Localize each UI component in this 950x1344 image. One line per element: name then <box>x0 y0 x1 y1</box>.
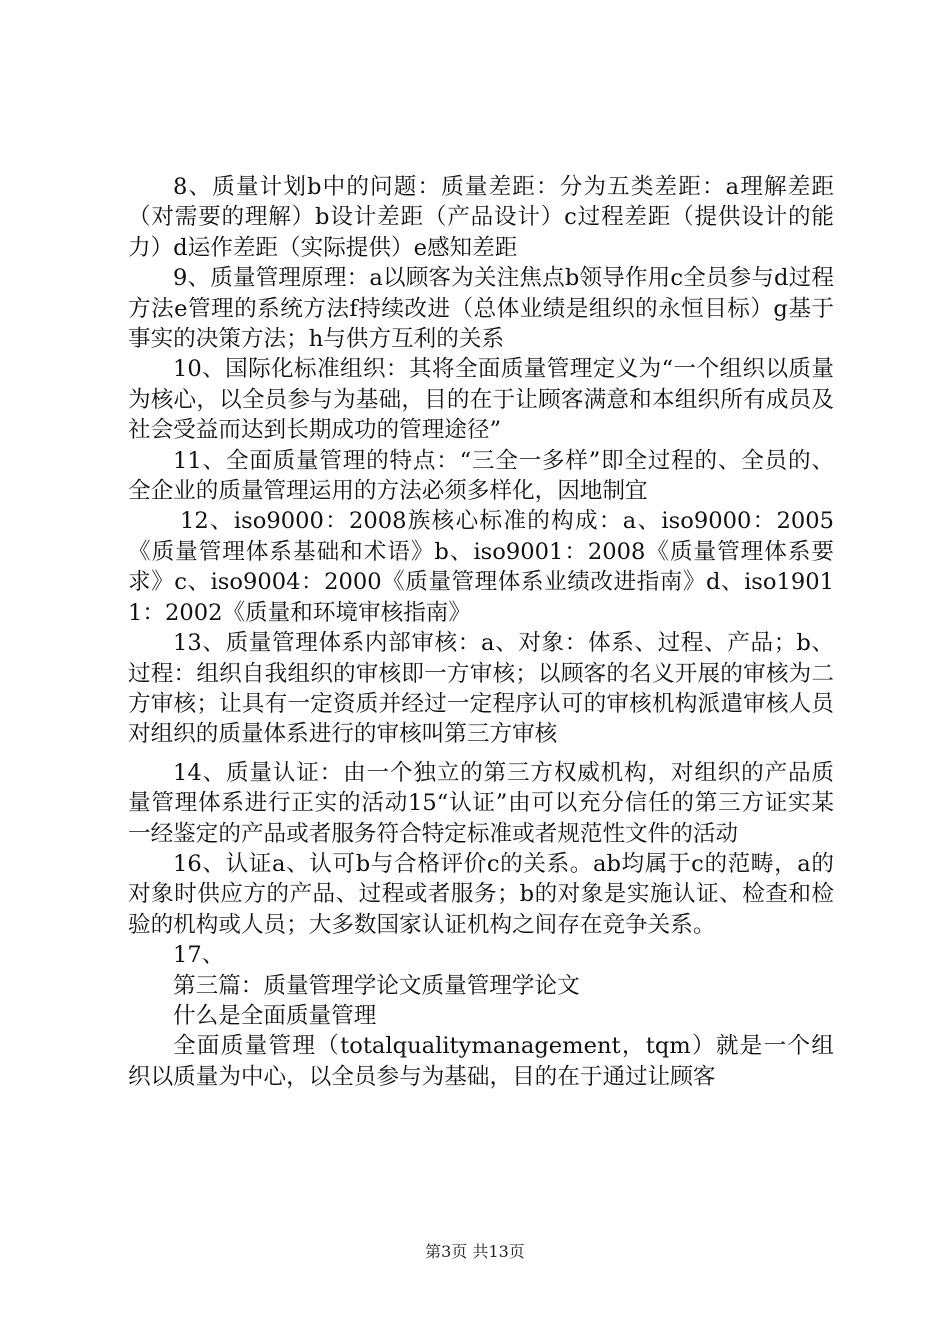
paragraph-item-17: 17、 <box>173 942 225 969</box>
section-heading-part-three: 第三篇：质量管理学论文质量管理学论文 <box>173 972 580 999</box>
paragraph-item-11: 11、全面质量管理的特点：“三全一多样”即全过程的、全员的、全企业的质量管理运用的方法必须多样化，因地制宜 <box>128 447 834 505</box>
paragraph-item-9: 9、质量管理原理：a以顾客为关注焦点b领导作用c全员参与d过程方法e管理的系统方法f持续改进（总体业绩是组织的永恒目标）g基于事实的决策方法；h与供方互利的关系 <box>128 265 834 353</box>
paragraph-item-8: 8、质量计划b中的问题：质量差距：分为五类差距：a理解差距（对需要的理解）b设计差距（产品设计）c过程差距（提供设计的能力）d运作差距（实际提供）e感知差距 <box>128 174 834 261</box>
paragraph-item-12: 12、iso9000：2008族核心标准的构成：a、iso9000：2005《质量管理体系基础和术语》b、iso9001：2008《质量管理体系要求》c、iso9004：2000《质量管理体系业绩改进指南》d、iso19011：2002《质量和环境审核指南》 <box>128 508 834 626</box>
paragraph-item-14: 14、质量认证：由一个独立的第三方权威机构，对组织的产品质量管理体系进行正实的活动15“认证”由可以充分信任的第三方证实某一经鉴定的产品或者服务符合特定标准或者规范性文件的活动 <box>128 759 834 847</box>
document-body <box>128 172 834 1092</box>
paragraph-item-10: 10、国际化标准组织：其将全面质量管理定义为“一个组织以质量为核心，以全员参与为基础，目的在于让顾客满意和本组织所有成员及社会受益而达到长期成功的管理途径” <box>128 356 834 444</box>
paragraph-item-13: 13、质量管理体系内部审核：a、对象：体系、过程、产品；b、过程：组织自我组织的审核即一方审核；以顾客的名义开展的审核为二方审核；让具有一定资质并经过一定程序认可的审核机构派遣审核人员对组织的质量体系进行的审核叫第三方审核 <box>128 630 834 748</box>
paragraph-tqm-definition: 全面质量管理（totalqualitymanagement，tqm）就是一个组织以质量为中心，以全员参与为基础，目的在于通过让顾客 <box>128 1033 834 1090</box>
page-number-footer: 第3页 共13页 <box>425 1242 525 1261</box>
paragraph-item-16: 16、认证a、认可b与合格评价c的关系。ab均属于c的范畴，a的对象时供应方的产品、过程或者服务；b的对象是实施认证、检查和检验的机构或人员；大多数国家认证机构之间存在竞争关系。 <box>128 850 834 938</box>
subheading-what-is-tqm: 什么是全面质量管理 <box>173 1002 377 1029</box>
